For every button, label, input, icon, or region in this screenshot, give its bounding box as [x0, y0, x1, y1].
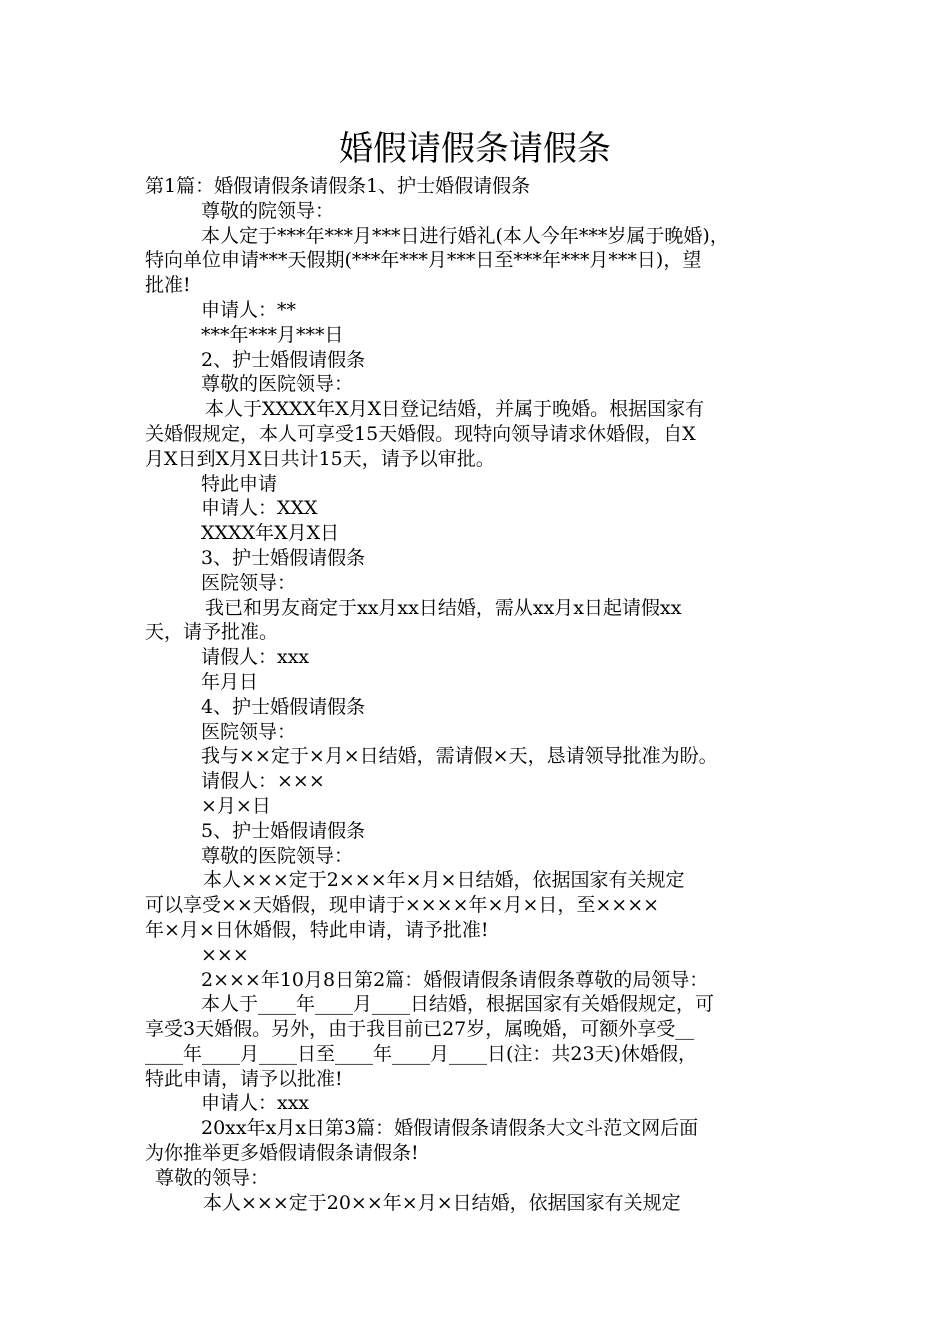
text-line: 20xx年x月x日第3篇：婚假请假条请假条大文斗范文网后面: [201, 1117, 699, 1140]
text-line: 天，请予批准。: [145, 621, 279, 644]
text-line: 我已和男友商定于xx月xx日结婚，需从xx月x日起请假xx: [205, 596, 682, 619]
text-line: 享受3天婚假。另外，由于我目前已27岁，属晚婚，可额外享受__: [145, 1018, 695, 1041]
text-line: 第1篇：婚假请假条请假条1、护士婚假请假条: [145, 175, 531, 197]
text-line: ×××: [201, 943, 249, 966]
text-line: 4、护士婚假请假条: [201, 695, 366, 718]
text-line: 批准!: [145, 274, 191, 297]
text-line: 特此申请: [201, 472, 278, 495]
text-line: XXXX年X月X日: [201, 522, 340, 545]
text-line: 特此申请，请予以批准!: [145, 1067, 343, 1090]
text-line: 本人于____年____月____日结婚，根据国家有关婚假规定，可: [201, 993, 715, 1016]
text-line: 本人×××定于2×××年×月×日结婚，依据国家有关规定: [203, 869, 685, 892]
text-line: 请假人：×××: [201, 770, 325, 793]
text-line: ____年____月____日至____年____月____日(注：共23天)休婚假，: [145, 1042, 698, 1065]
text-line: 本人于XXXX年X月X日登记结婚，并属于晚婚。根据国家有: [205, 398, 705, 421]
text-line: 特向单位申请***天假期(***年***月***日至***年***月***日)，望: [145, 249, 702, 272]
text-line: 医院领导：: [201, 571, 297, 594]
text-line: 尊敬的医院领导：: [201, 844, 354, 867]
text-line: 请假人：xxx: [201, 646, 310, 669]
text-line: 2×××年10月8日第2篇：婚假请假条请假条尊敬的局领导：: [201, 968, 709, 991]
text-line: 尊敬的领导：: [155, 1166, 270, 1189]
text-line: 5、护士婚假请假条: [201, 819, 366, 842]
text-line: 3、护士婚假请假条: [201, 546, 366, 569]
document-body: [145, 174, 811, 1215]
text-line: 为你推举更多婚假请假条请假条!: [145, 1142, 419, 1165]
text-line: ***年***月***日: [201, 323, 344, 346]
document-title: 婚假请假条请假条: [339, 129, 611, 169]
text-line: 年×月×日休婚假，特此申请，请予批准!: [145, 918, 489, 941]
text-line: ×月×日: [201, 794, 271, 817]
text-line: 2、护士婚假请假条: [201, 348, 366, 371]
text-line: 尊敬的院领导：: [201, 199, 335, 222]
text-line: 年月日: [201, 670, 259, 693]
text-line: 申请人：xxx: [201, 1092, 310, 1115]
text-line: 关婚假规定，本人可享受15天婚假。现特向领导请求休婚假，自X: [145, 422, 696, 445]
text-line: 申请人：**: [201, 298, 297, 321]
text-line: 尊敬的医院领导：: [201, 373, 354, 396]
text-line: 本人定于***年***月***日进行婚礼(本人今年***岁属于晚婚)，: [201, 224, 729, 247]
text-line: 可以享受××天婚假，现申请于××××年×月×日，至××××: [145, 894, 660, 917]
text-line: 申请人：XXX: [201, 497, 318, 520]
text-line: 月X日到X月X日共计15天，请予以审批。: [145, 447, 495, 470]
text-line: 本人×××定于20××年×月×日结婚，依据国家有关规定: [203, 1191, 681, 1214]
text-line: 我与××定于×月×日结婚，需请假×天，恳请领导批准为盼。: [201, 745, 718, 768]
text-line: 医院领导：: [201, 720, 297, 743]
